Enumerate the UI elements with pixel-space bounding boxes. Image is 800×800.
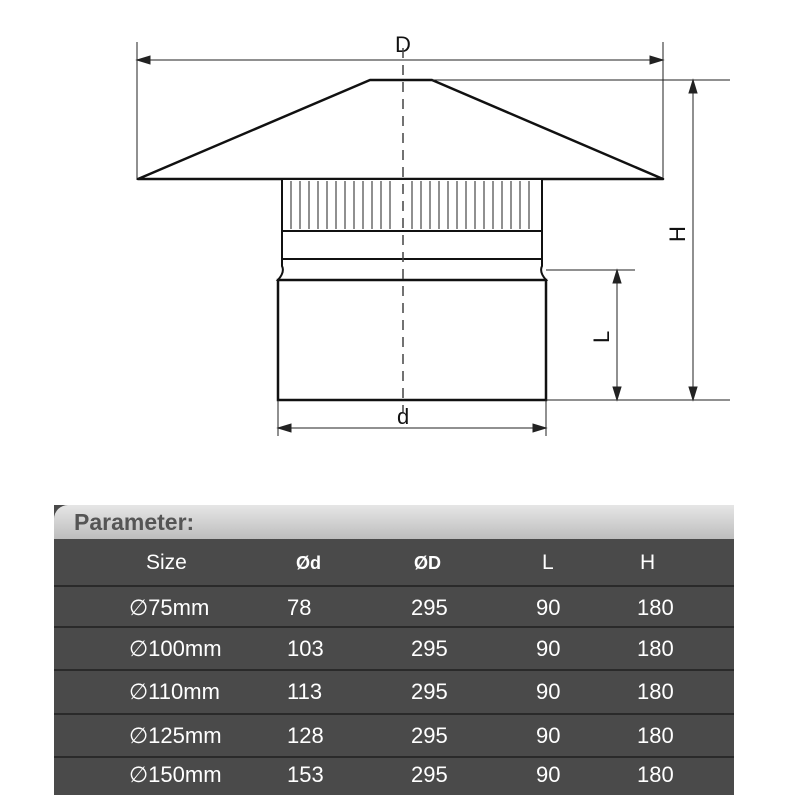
cell-size: ∅110mm <box>129 679 220 704</box>
table-row <box>54 755 734 795</box>
row-divider <box>54 585 734 587</box>
header-size: Size <box>146 551 187 574</box>
cell-size: ∅125mm <box>129 723 222 748</box>
header-outer-diameter: ØD <box>414 553 441 573</box>
cell-L: 90 <box>536 679 561 704</box>
parameter-title: Parameter: <box>74 509 195 535</box>
cell-L: 90 <box>536 762 561 787</box>
header-H: H <box>640 551 656 574</box>
cell-H: 180 <box>637 723 674 748</box>
row-divider <box>54 669 734 671</box>
cell-H: 180 <box>637 636 674 661</box>
parameter-table <box>54 505 734 795</box>
cell-L: 90 <box>536 723 561 748</box>
cell-L: 90 <box>536 595 561 620</box>
cell-inner-diameter: 113 <box>287 679 323 704</box>
cell-H: 180 <box>637 762 674 787</box>
cell-inner-diameter: 128 <box>287 723 324 748</box>
cell-outer-diameter: 295 <box>411 679 448 704</box>
header-L: L <box>542 551 554 574</box>
cell-size: ∅75mm <box>129 595 210 620</box>
table-row <box>54 716 734 756</box>
cell-H: 180 <box>637 679 674 704</box>
cell-size: ∅100mm <box>129 636 222 661</box>
cap-hood <box>138 80 663 179</box>
cell-inner-diameter: 103 <box>287 636 324 661</box>
parameter-header-bar <box>54 505 734 539</box>
header-inner-diameter: Ød <box>296 553 321 573</box>
dimension-d <box>278 400 546 436</box>
label-L: L <box>589 330 614 343</box>
cell-inner-diameter: 153 <box>287 762 324 787</box>
label-H: H <box>665 226 690 242</box>
cell-size: ∅150mm <box>129 762 222 787</box>
row-divider <box>54 626 734 628</box>
label-d: d <box>397 404 410 429</box>
table-row <box>54 588 734 628</box>
row-divider <box>54 713 734 715</box>
cell-outer-diameter: 295 <box>411 762 448 787</box>
label-D: D <box>395 32 411 57</box>
transition-band <box>278 231 546 280</box>
cell-inner-diameter: 78 <box>287 595 312 620</box>
pipe-body <box>278 280 546 400</box>
ribbed-collar <box>282 179 542 231</box>
cell-L: 90 <box>536 636 561 661</box>
cell-outer-diameter: 295 <box>411 636 448 661</box>
table-header-row <box>54 543 734 583</box>
cell-outer-diameter: 295 <box>411 723 448 748</box>
cell-outer-diameter: 295 <box>411 595 448 620</box>
cell-H: 180 <box>637 595 674 620</box>
table-row <box>54 629 734 669</box>
table-row <box>54 672 734 712</box>
